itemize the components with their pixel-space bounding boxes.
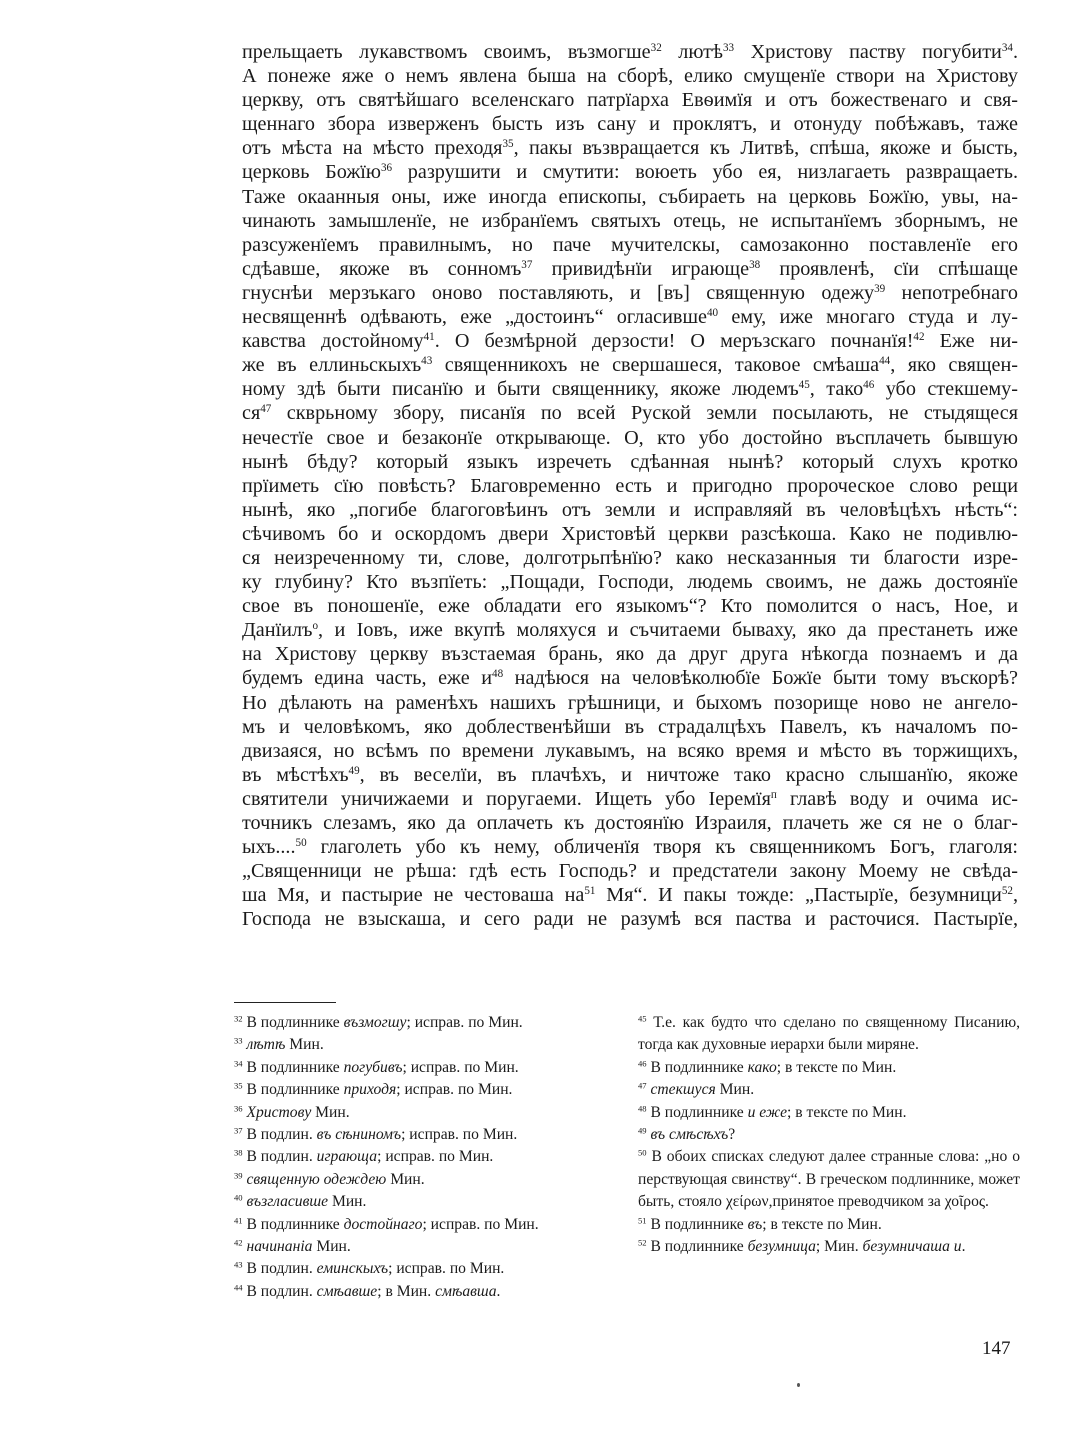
footnote: $^{39}$ священную одеждею Мин.	[234, 1170, 425, 1188]
text-line: церковь Божїю$^{36}$ разрушити и смутити: воюеть убо ея, низлагаеть развращаеть.	[242, 161, 1018, 184]
footnote: $^{41}$ В подлиннике достойнаго; исправ. по Мин.	[234, 1215, 539, 1233]
text-line: нынѣ, яко „погибе благоговѣинъ отъ земли и исправляяй въ человѣцѣхъ нѣсть“:	[242, 498, 1018, 521]
scan-speck	[797, 1383, 800, 1387]
text-line: на Христову церкву възстаемая брань, яко да друг друга нѣкогда познаемъ и да	[242, 643, 1018, 666]
text-line: ку глубину? Кто възпїеть: „Пощади, Господи, людемь своимъ, не дажь достоянїе	[242, 571, 1018, 594]
footnote: $^{37}$ В подлин. въ сѣниномъ; исправ. по Мин.	[234, 1125, 518, 1144]
text-line: $ся^{47}$ скврьному збору, писанїя по всей Руской земли посылають, не стыдящеся	[242, 402, 1018, 425]
page-number: 147	[982, 1338, 1011, 1359]
text-line: прїиметь сїю повѣсть? Благовременно есть и пригодно пророческое слово рещи	[242, 474, 1018, 497]
footnote: $^{49}$ въ смѣсѣхъ?	[638, 1125, 736, 1144]
text-line: разсуженїемъ правилнымъ, но паче мучителскы, самозаконно поставленїе его	[242, 233, 1018, 256]
text-line: прельщаеть лукавствомъ своимъ, възмогше$^{32}$ лютѣ$^{33}$ Христову паству погубити$^{34}$.	[242, 41, 1018, 63]
text-line: точникъ слезамъ, яко да оплачеть къ достоянїю Израиля, плачеть же ся не о благ-	[242, 812, 1018, 834]
text-line: А понеже яже о немъ явлена быша на сборѣ, елико смущенїе створи на Христову	[242, 65, 1018, 88]
footnote: $^{47}$ стекшуся Мин.	[638, 1080, 755, 1099]
footnote: $^{51}$ В подлиннике въ; в тексте по Мин.	[638, 1215, 882, 1233]
footnote: $^{36}$ Христову Мин.	[234, 1103, 350, 1121]
footnote: $^{34}$ В подлиннике погубивъ; исправ. по Мин.	[234, 1058, 519, 1076]
footnote: $^{42}$ начинанiа Мин.	[234, 1237, 351, 1256]
text-line: въ мѣстѣхъ$^{49}$, въ веселїи, въ плачѣхъ, и ничтоже тако красно слышанїю, якоже	[242, 763, 1018, 786]
footnote: $^{52}$ В подлиннике безумница; Мин. безумничаша и.	[638, 1237, 966, 1256]
footnote: $^{46}$ В подлиннике како; в тексте по Мин.	[638, 1058, 897, 1076]
footnote: $^{43}$ В подлин. еминскыхъ; исправ. по Мин.	[234, 1259, 505, 1278]
text-line: Но дѣлають на раменѣхъ нашихъ грѣшници, и быхомъ позорище ново не ангело-	[242, 691, 1018, 714]
text-line: нынѣ бѣду? который языкъ изречеть сдѣанная нынѣ? который слухъ кротко	[242, 450, 1018, 473]
text-line: отъ мѣста на мѣсто преходя$^{35}$, пакы възвращается къ Литвѣ, спѣша, якоже и бысть,	[242, 137, 1018, 160]
footnote: $^{48}$ В подлиннике и еже; в тексте по Мин.	[638, 1103, 907, 1121]
footnote: $^{44}$ В подлин. смѣавше; в Мин. смѣавша.	[234, 1282, 501, 1300]
footnote: $^{32}$ В подлиннике възмогшу; исправ. по Мин.	[234, 1013, 523, 1031]
text-line: же въ еллиньскыхъ$^{43}$ священникохъ не свершашеся, таковое смѣаша$^{44}$, яко священ-	[242, 354, 1018, 377]
text-line: мъ и человѣкомъ, яко доблественѣйши въ страдалцѣхъ Павелъ, къ началомъ по-	[242, 715, 1018, 738]
footnotes-right-column	[638, 1012, 1020, 1258]
text-line: несвященнѣ одѣвають, еже „достоинъ“ огласивше$^{40}$ ему, иже многаго студа и лу-	[242, 306, 1018, 329]
text-line: „Священници не рѣша: гдѣ есть Господь? и предстатели закону Моему не свѣда-	[242, 860, 1018, 883]
footnote: $^{50}$ В обоих списках следуют далее странные слова: „но о перствующая свинству“. В греческом подлиннике, может быть, стояло χείρων,принятое преводчиком за χοῖρος.	[638, 1147, 1020, 1211]
text-line: нечестїе свое и безаконїе открывающе. О, кто убо достойно въсплачеть бывшую	[242, 426, 1018, 449]
text-line: будемъ едина часть, еже $и^{48}$ надѣюся на человѣколюбїе Божїе быти тому въскорѣ?	[242, 667, 1019, 690]
text-line: Господа не взыскаша, и сего ради не разумѣ вся паства и расточися. Пастырїе,	[242, 908, 1018, 931]
text-line: ся неизреченному ти, слове, долготрьпѣнїю? како несказанныя ти благости изре-	[242, 546, 1018, 569]
main-text-body	[242, 40, 1018, 931]
text-line: чинають замышленїе, не избранїемъ святыхъ отець, не испытанїемъ зборнымъ, не	[242, 209, 1018, 232]
text-line: Таже окаанныя оны, иже иногда епископы, събираеть на церковь Божїю, увы, на-	[242, 185, 1018, 208]
text-line: ыхъ....$^{50}$ глаголеть убо къ нему, обличенїя творя къ священникомъ Богъ, глаголя:	[242, 836, 1018, 859]
text-line: двизаяся, но всѣмъ по времени лукавымъ, на всяко время и мѣсто въ торжищихъ,	[242, 739, 1018, 762]
text-line: церкву, отъ святѣйшаго вселенскаго патрїарха Евѳимїя и отъ божественаго и свя-	[242, 89, 1018, 112]
text-line: Данїилъ$^o$, и Іовъ, иже вкупѣ моляхуся и съчитаеми бываху, яко да престанеть иже	[242, 619, 1018, 642]
footnote: $^{45}$ Т.е. как будто что сделано по священному Писанию, тогда как духовные иерархи были миряне.	[638, 1013, 1020, 1054]
footnote: $^{33}$ лѣтѣ Мин.	[234, 1035, 324, 1054]
footnote: $^{38}$ В подлин. играюща; исправ. по Мин.	[234, 1147, 494, 1166]
footnote-separator	[234, 1002, 336, 1003]
text-line: ному здѣ быти писанїю и быти священнику, якоже людемъ$^{45}$, тако$^{46}$ убо стекшему-	[242, 378, 1018, 401]
text-line: гнуснѣи мерзъкаго оново поставляють, и [въ] священную одежу$^{39}$ непотребнаго	[242, 281, 1018, 304]
text-line: кавства достойному$^{41}$. О безмѣрной дерзости! О меръзскаго почнанїя!$^{42}$ Еже ни-	[242, 330, 1018, 353]
text-line: сдѣавше, якоже въ сонномъ$^{37}$ привидѣнїи играюще$^{38}$ проявленѣ, сїи спѣшаще	[242, 257, 1018, 280]
text-line: ша Мя, и пастырие не честоваша $на^{51}$ Мя“. И пакы тожде: „Пастырїе, безумници$^{52}$,	[242, 884, 1018, 907]
footnotes-left-column	[234, 1012, 604, 1303]
text-line: сѣчивомъ бо и оскордомъ двери Христовѣй церкви разсѣкоша. Како не подивлю-	[242, 522, 1018, 545]
footnote: $^{35}$ В подлиннике приходя; исправ. по Мин.	[234, 1080, 513, 1099]
text-line: щеннаго збора изверженъ бысть изъ сану и проклятъ, и отонуду побѣжавъ, таже	[242, 113, 1018, 136]
text-line: свое въ поношенїе, еже обладати его языкомъ“? Кто помолится о насъ, Ное, и	[242, 595, 1018, 618]
footnote: $^{40}$ възгласивше Мин.	[234, 1192, 367, 1211]
text-line: святители уничижаеми и поругаеми. Ищеть убо Іеремїя$^п$ главѣ воду и очима ис-	[242, 787, 1018, 810]
